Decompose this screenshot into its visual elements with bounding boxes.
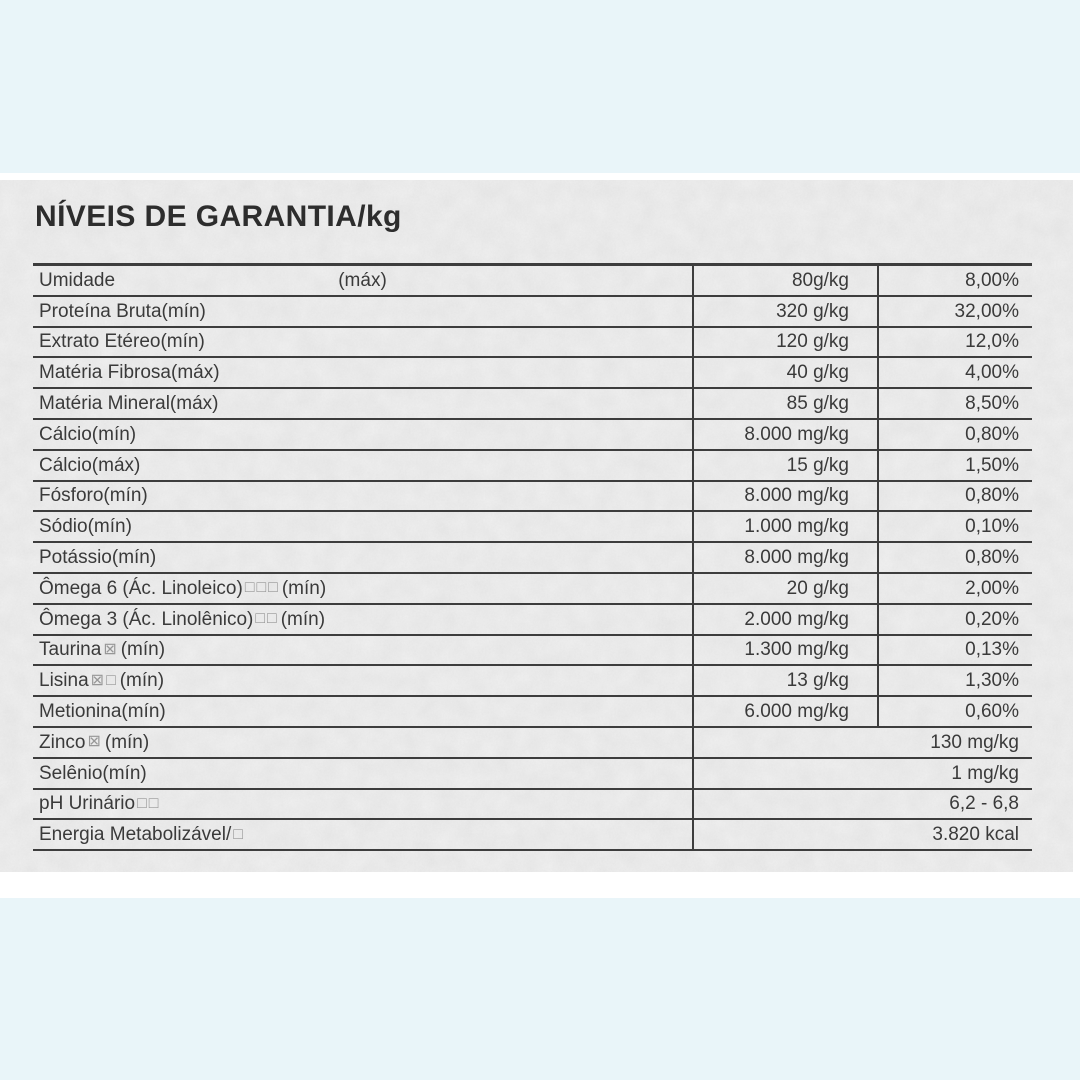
nutrient-label-cell — [33, 697, 692, 726]
nutrient-name: Lisina — [39, 670, 89, 692]
amount-value: 20 g/kg — [692, 574, 877, 603]
nutrient-label-cell — [33, 728, 692, 757]
nutrient-label-cell — [33, 666, 692, 695]
amount-value: 85 g/kg — [692, 389, 877, 418]
page-bottom-margin — [0, 898, 1080, 1080]
nutrient-name: Cálcio(máx) — [39, 454, 141, 476]
percent-value: 0,80% — [877, 420, 1032, 449]
nutrient-label-cell — [33, 636, 692, 665]
nutrient-label-cell — [33, 297, 692, 326]
guarantee-table-body — [33, 266, 1032, 851]
nutrient-label-cell — [33, 451, 692, 480]
nutrient-label-cell — [33, 820, 692, 849]
amount-value: 15 g/kg — [692, 451, 877, 480]
nutrient-name: Umidade — [39, 269, 116, 291]
missing-glyph-marks: □□ — [137, 794, 161, 812]
table-row — [33, 697, 1032, 728]
nutrient-label-cell — [33, 605, 692, 634]
table-row — [33, 636, 1032, 667]
nutrient-limit-suffix: (mín) — [104, 731, 150, 753]
nutrient-label-cell — [33, 328, 692, 357]
nutrient-name: Ômega 6 (Ác. Linoleico) — [39, 577, 243, 599]
nutrient-limit-suffix: (mín) — [120, 639, 166, 661]
percent-value: 0,80% — [877, 543, 1032, 572]
percent-value: 1,30% — [877, 666, 1032, 695]
percent-value: 0,60% — [877, 697, 1032, 726]
nutrient-name: Zinco — [39, 731, 86, 753]
missing-glyph-marks: ⊠□ — [90, 671, 118, 689]
table-row — [33, 666, 1032, 697]
nutrient-label-cell — [33, 358, 692, 387]
percent-value: 8,00% — [877, 266, 1032, 295]
table-row — [33, 605, 1032, 636]
nutrient-label-cell — [33, 574, 692, 603]
table-row — [33, 728, 1032, 759]
percent-value: 12,0% — [877, 328, 1032, 357]
nutrient-name: Metionina(mín) — [39, 701, 166, 723]
guarantee-label-panel — [0, 180, 1073, 872]
nutrient-name: Taurina — [39, 639, 102, 661]
table-row — [33, 482, 1032, 513]
table-row — [33, 512, 1032, 543]
nutrient-limit-suffix: (mín) — [281, 577, 327, 599]
table-row — [33, 297, 1032, 328]
percent-value: 0,13% — [877, 636, 1032, 665]
percent-value: 1,50% — [877, 451, 1032, 480]
missing-glyph-marks: □□ — [255, 610, 279, 628]
table-row — [33, 790, 1032, 821]
table-row — [33, 358, 1032, 389]
amount-value: 2.000 mg/kg — [692, 605, 877, 634]
percent-value: 0,20% — [877, 605, 1032, 634]
missing-glyph-marks: ⊠ — [103, 640, 119, 658]
table-row — [33, 451, 1032, 482]
nutrient-label-cell — [33, 482, 692, 511]
amount-value: 80g/kg — [692, 266, 877, 295]
table-row — [33, 328, 1032, 359]
nutrient-label-cell — [33, 389, 692, 418]
nutrient-name: Cálcio(mín) — [39, 423, 137, 445]
nutrient-name: Energia Metabolizável/ — [39, 824, 232, 846]
amount-value: 13 g/kg — [692, 666, 877, 695]
amount-value: 6.000 mg/kg — [692, 697, 877, 726]
page-title: NÍVEIS DE GARANTIA/kg — [35, 200, 402, 233]
percent-value: 0,10% — [877, 512, 1032, 541]
nutrient-label-cell — [33, 543, 692, 572]
percent-value: 8,50% — [877, 389, 1032, 418]
amount-value: 130 mg/kg — [692, 728, 1032, 757]
nutrient-label-cell — [33, 512, 692, 541]
nutrient-name: Sódio(mín) — [39, 516, 132, 538]
nutrient-limit-qualifier: (máx) — [338, 269, 387, 291]
nutrient-name: Matéria Fibrosa(máx) — [39, 362, 220, 384]
amount-value: 1.000 mg/kg — [692, 512, 877, 541]
table-row — [33, 759, 1032, 790]
nutrient-name: Matéria Mineral(máx) — [39, 393, 219, 415]
amount-value: 1.300 mg/kg — [692, 636, 877, 665]
nutrient-name: Proteína Bruta(mín) — [39, 300, 206, 322]
nutrient-name: Fósforo(mín) — [39, 485, 148, 507]
missing-glyph-marks: □□□ — [244, 579, 280, 597]
nutrient-label-cell — [33, 420, 692, 449]
nutrient-label-cell — [33, 790, 692, 819]
amount-value: 120 g/kg — [692, 328, 877, 357]
percent-value: 4,00% — [877, 358, 1032, 387]
amount-value: 3.820 kcal — [692, 820, 1032, 849]
percent-value: 32,00% — [877, 297, 1032, 326]
table-row — [33, 820, 1032, 851]
amount-value: 1 mg/kg — [692, 759, 1032, 788]
missing-glyph-marks: ⊠ — [87, 733, 103, 751]
amount-value: 40 g/kg — [692, 358, 877, 387]
amount-value: 8.000 mg/kg — [692, 420, 877, 449]
table-row — [33, 420, 1032, 451]
missing-glyph-marks: □ — [233, 825, 245, 843]
percent-value: 0,80% — [877, 482, 1032, 511]
nutrient-name: Selênio(mín) — [39, 762, 147, 784]
page-top-margin — [0, 0, 1080, 173]
guarantee-table — [33, 263, 1032, 851]
table-row — [33, 389, 1032, 420]
nutrient-limit-suffix: (mín) — [280, 608, 326, 630]
amount-value: 8.000 mg/kg — [692, 543, 877, 572]
amount-value: 320 g/kg — [692, 297, 877, 326]
amount-value: 6,2 - 6,8 — [692, 790, 1032, 819]
nutrient-label-cell — [33, 759, 692, 788]
nutrient-limit-suffix: (mín) — [119, 670, 165, 692]
nutrient-name: Extrato Etéreo(mín) — [39, 331, 205, 353]
nutrient-name: Potássio(mín) — [39, 547, 157, 569]
nutrient-name: pH Urinário — [39, 793, 136, 815]
nutrient-label-cell — [33, 266, 692, 295]
percent-value: 2,00% — [877, 574, 1032, 603]
nutrient-name: Ômega 3 (Ác. Linolênico) — [39, 608, 254, 630]
amount-value: 8.000 mg/kg — [692, 482, 877, 511]
table-row — [33, 574, 1032, 605]
table-row — [33, 266, 1032, 297]
table-row — [33, 543, 1032, 574]
